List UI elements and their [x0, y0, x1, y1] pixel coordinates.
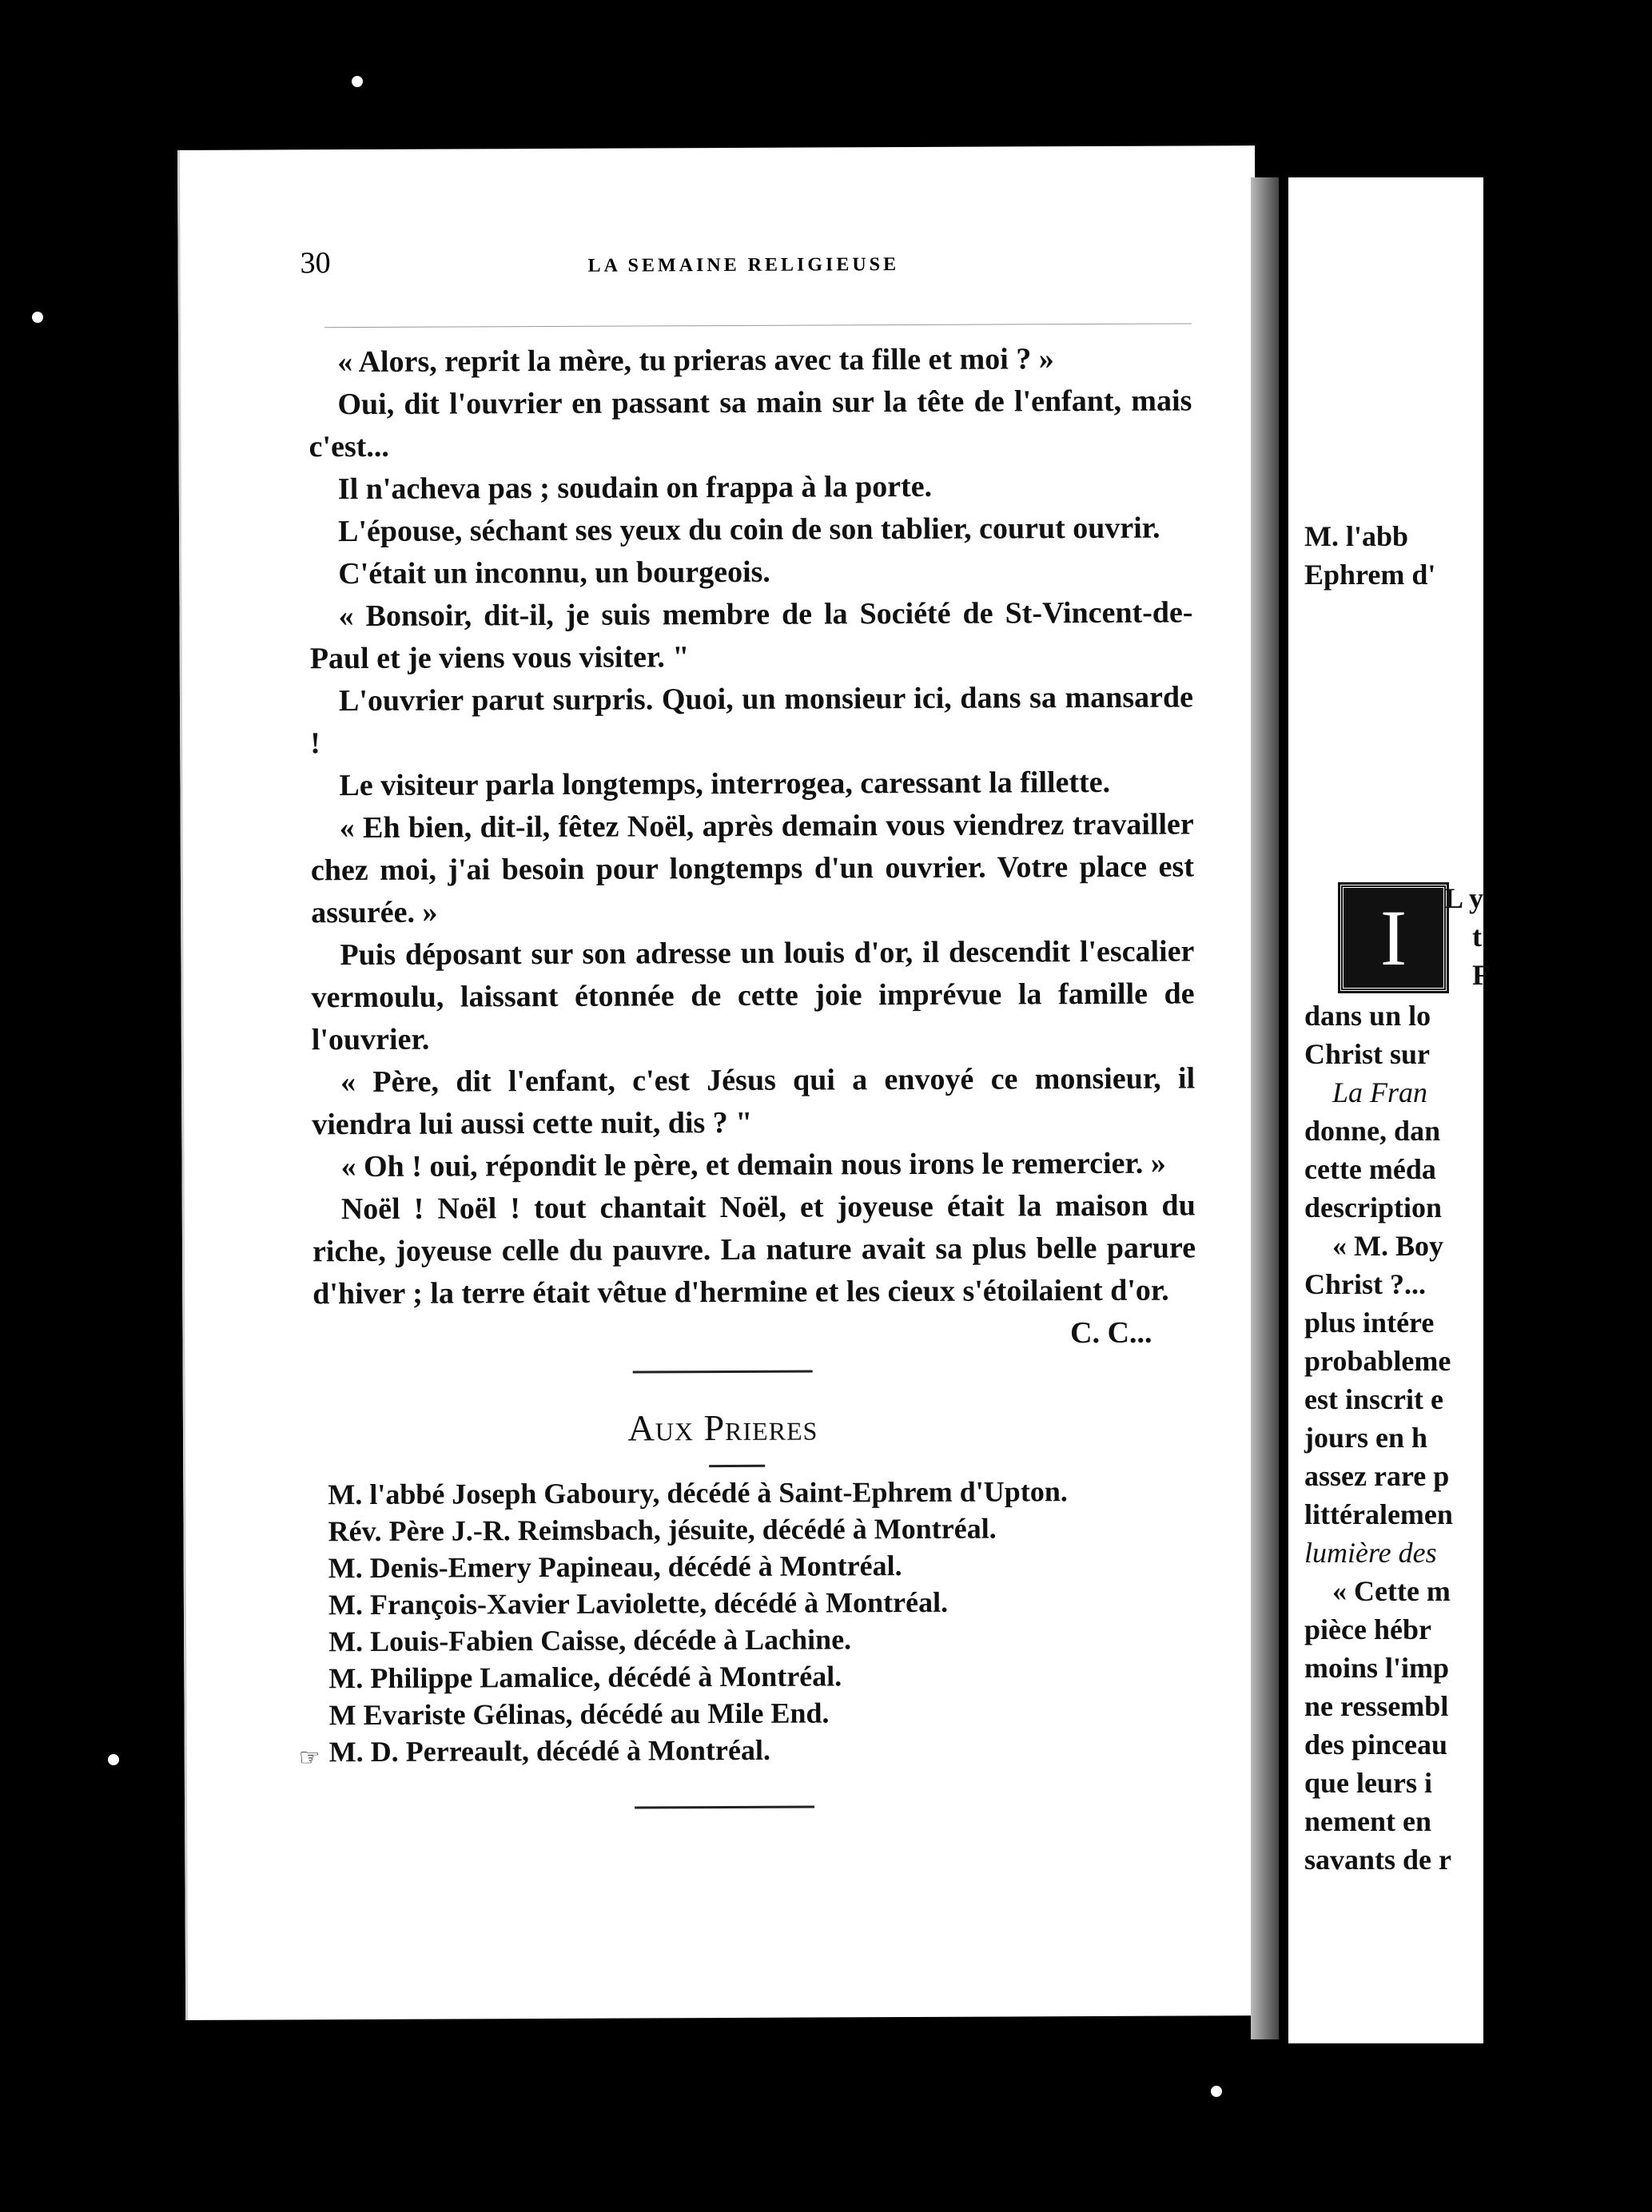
- list-item: M Evariste Gélinas, décédé au Mile End.: [328, 1697, 830, 1732]
- paragraph: « Père, dit l'enfant, c'est Jésus qui a envoyé ce monsieur, il viendra lui aussi cette nuit, dis ? ": [312, 1061, 1196, 1142]
- page-header: [301, 241, 1188, 285]
- paragraph: « Oh ! oui, répondit le père, et demain nous irons le remercier. »: [340, 1146, 1166, 1184]
- list-item: M. l'abbé Joseph Gaboury, décédé à Saint-Ephrem d'Upton.: [328, 1475, 1068, 1511]
- text-line: « Cette m: [1332, 1575, 1451, 1607]
- header-rule: [324, 323, 1192, 328]
- text-line: des pinceau: [1304, 1729, 1448, 1760]
- text-line: moins l'imp: [1304, 1652, 1450, 1684]
- text-line: Christ ?...: [1304, 1268, 1426, 1300]
- section-title: Aux Prieres: [627, 1406, 818, 1449]
- right-top-lines: [1304, 517, 1512, 594]
- drop-cap: I: [1340, 885, 1447, 991]
- text-line: plus intére: [1304, 1307, 1435, 1339]
- paragraph: C'était un inconnu, un bourgeois.: [338, 555, 770, 591]
- article-text: [309, 337, 1196, 1358]
- title-underline: [709, 1465, 765, 1467]
- paragraph: Il n'acheva pas ; soudain on frappa à la porte.: [337, 469, 933, 507]
- text-line: « M. Boy: [1332, 1230, 1443, 1262]
- text-line: ne ressembl: [1304, 1690, 1449, 1722]
- text-line: probableme: [1304, 1345, 1451, 1377]
- pointing-hand-icon: ☞: [298, 1745, 320, 1772]
- list-item: Rév. Père J.-R. Reimsbach, jésuite, décédé à Montréal.: [328, 1512, 997, 1548]
- text-line: lumière des: [1304, 1537, 1437, 1569]
- speck: [1211, 2086, 1222, 2097]
- signature: C. C...: [1069, 1315, 1152, 1351]
- text-line: cette méda: [1304, 1153, 1436, 1185]
- text-line: dans un lo: [1304, 1000, 1431, 1032]
- page-number: 30: [300, 246, 331, 280]
- text-line: pièce hébr: [1304, 1613, 1431, 1645]
- text-line: F: [1472, 959, 1490, 991]
- right-body-lines: [1304, 997, 1512, 1879]
- text-line: t: [1472, 921, 1482, 953]
- obituary-list: [328, 1472, 1208, 1770]
- text-line: assez rare p: [1304, 1460, 1450, 1492]
- text-line: nement en: [1304, 1805, 1431, 1837]
- left-page: [177, 145, 1263, 2020]
- paragraph: L'ouvrier parut surpris. Quoi, un monsieur ici, dans sa mansarde !: [310, 680, 1194, 761]
- speck: [352, 76, 363, 87]
- text-line: Christ sur: [1304, 1038, 1431, 1070]
- paragraph: Noël ! Noël ! tout chantait Noël, et joyeuse était la maison du riche, joyeuse celle du pauvre. La nature avait sa plus belle parure d'hiver ; la terre était vêtue d'hermine et les cieux s'étoilaient d'or.: [312, 1188, 1196, 1311]
- right-dropcap-lines: [1444, 879, 1652, 994]
- right-page: [1288, 177, 1490, 2043]
- paragraph: Oui, dit l'ouvrier en passant sa main sur la tête de l'enfant, mais c'est...: [309, 384, 1192, 464]
- separator-rule: [633, 1371, 813, 1374]
- text-line: savants de r: [1304, 1844, 1452, 1876]
- paragraph: « Alors, reprit la mère, tu prieras avec ta fille et moi ? »: [337, 342, 1054, 380]
- speck: [32, 312, 43, 323]
- text-line: La Fran: [1332, 1076, 1428, 1108]
- paragraph: « Eh bien, dit-il, fêtez Noël, après demain vous viendrez travailler chez moi, j'ai besoin pour longtemps d'un ouvrier. Votre place est assurée. »: [310, 807, 1195, 930]
- text-line: que leurs i: [1304, 1767, 1433, 1799]
- page-gutter-shadow: [1251, 177, 1279, 2039]
- list-item: M. D. Perreault, décédé à Montréal.: [328, 1733, 770, 1768]
- paragraph: « Bonsoir, dit-il, je suis membre de la Société de St-Vincent-de-Paul et je viens vous visiter. ": [309, 595, 1193, 676]
- list-item: M. Louis-Fabien Caisse, décéde à Lachine.: [328, 1623, 852, 1658]
- text-line: est inscrit e: [1304, 1383, 1443, 1415]
- list-item: M. François-Xavier Laviolette, décédé à Montréal.: [328, 1585, 949, 1621]
- paragraph: L'épouse, séchant ses yeux du coin de son tablier, courut ouvrir.: [337, 511, 1160, 549]
- running-title: LA SEMAINE RELIGIEUSE: [587, 254, 900, 276]
- text-line: jours en h: [1304, 1422, 1428, 1454]
- paragraph: Le visiteur parla longtemps, interrogea, caressant la fillette.: [339, 765, 1111, 803]
- text-line: M. l'abb: [1304, 520, 1409, 552]
- text-line: littéralemen: [1304, 1498, 1453, 1530]
- bottom-rule: [635, 1806, 814, 1809]
- text-line: Ephrem d': [1304, 559, 1436, 591]
- list-item: M. Denis-Emery Papineau, décédé à Montréal.: [328, 1550, 902, 1585]
- speck: [108, 1754, 119, 1765]
- paragraph: Puis déposant sur son adresse un louis d'or, il descendit l'escalier vermoulu, laissant étonnée de cette joie imprévue la famille de l'ouvrier.: [311, 934, 1195, 1057]
- text-line: description: [1304, 1192, 1443, 1223]
- text-line: donne, dan: [1304, 1115, 1441, 1147]
- text-line: L y: [1444, 882, 1484, 914]
- list-item: M. Philippe Lamalice, décédé à Montréal.: [328, 1660, 842, 1695]
